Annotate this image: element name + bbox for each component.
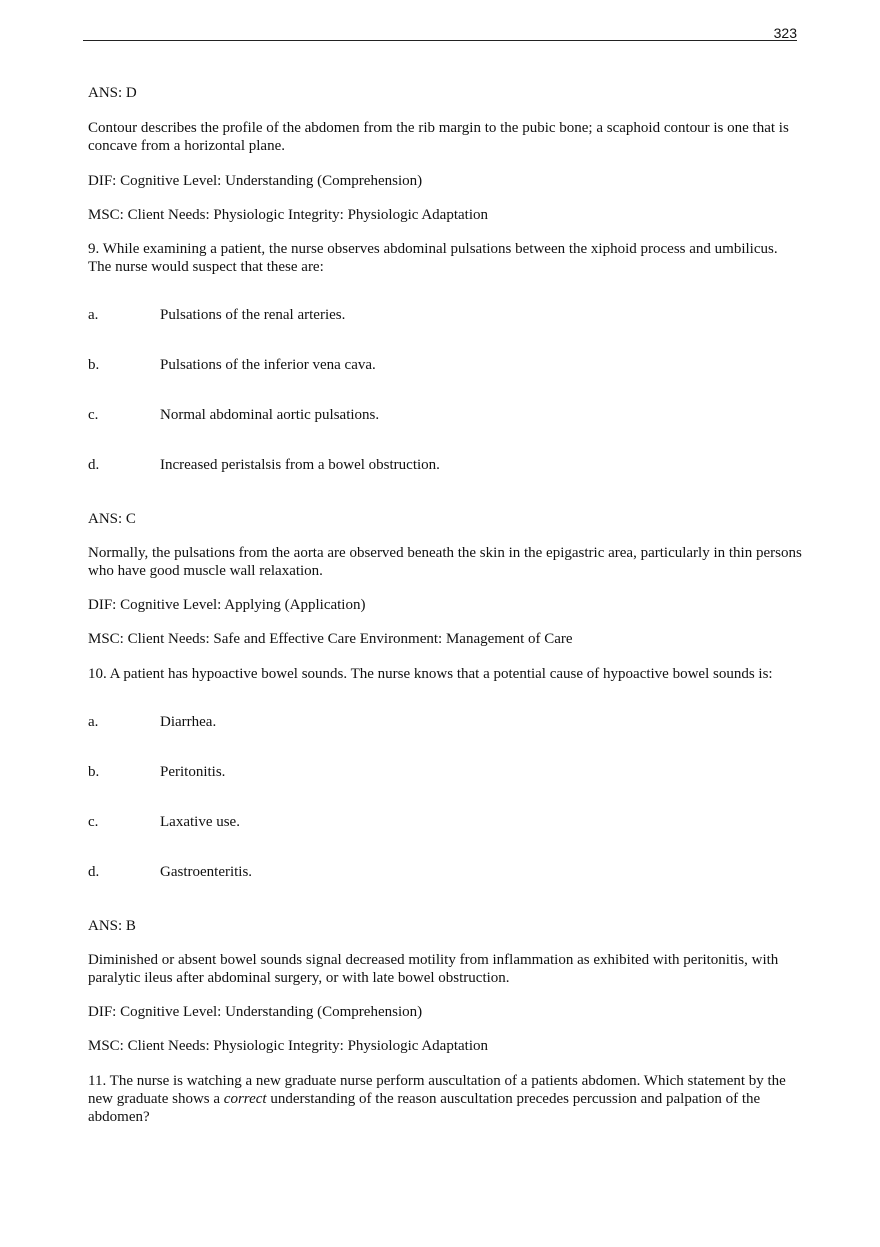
question-stem: [88, 1072, 804, 1126]
page-content: [88, 84, 804, 1126]
stem-emphasis: correct: [223, 1091, 267, 1107]
option-letter: d.: [88, 864, 100, 880]
option-d: [88, 863, 804, 881]
answer-line: ANS: D: [88, 85, 137, 101]
option-a: [88, 713, 804, 731]
rationale: Contour describes the profile of the abdomen from the rib margin to the pubic bone; a scaphoid contour is one that is concave from a horizontal plane.: [88, 120, 789, 154]
option-letter: a.: [88, 714, 99, 730]
page-number: 323: [773, 25, 797, 41]
rationale: Diminished or absent bowel sounds signal decreased motility from inflammation as exhibited with peritonitis, with paralytic ileus after abdominal surgery, or with late bowel obstruction.: [88, 952, 779, 986]
option-c: [88, 813, 804, 831]
difficulty-line: DIF: Cognitive Level: Understanding (Comprehension): [88, 173, 423, 189]
answer-line: ANS: B: [88, 918, 136, 934]
stem-text: 11. The nurse is watching a new graduate nurse perform auscultation of a patients abdomen. Which statement by the new graduate shows a: [88, 1073, 786, 1107]
option-text: Pulsations of the inferior vena cava.: [160, 357, 376, 373]
option-c: [88, 406, 804, 424]
option-letter: b.: [88, 764, 100, 780]
option-letter: a.: [88, 307, 99, 323]
option-letter: b.: [88, 357, 100, 373]
option-b: [88, 763, 804, 781]
option-b: [88, 356, 804, 374]
option-letter: c.: [88, 814, 99, 830]
client-needs-line: MSC: Client Needs: Safe and Effective Care Environment: Management of Care: [88, 631, 573, 647]
header-rule: [83, 40, 797, 41]
difficulty-line: DIF: Cognitive Level: Understanding (Comprehension): [88, 1004, 423, 1020]
difficulty-line: DIF: Cognitive Level: Applying (Application): [88, 597, 366, 613]
option-text: Gastroenteritis.: [160, 864, 253, 880]
question-stem: 10. A patient has hypoactive bowel sounds. The nurse knows that a potential cause of hypoactive bowel sounds is:: [88, 666, 773, 682]
option-text: Increased peristalsis from a bowel obstruction.: [160, 457, 440, 473]
client-needs-line: MSC: Client Needs: Physiologic Integrity: Physiologic Adaptation: [88, 1038, 488, 1054]
option-text: Diarrhea.: [160, 714, 217, 730]
answer-line: ANS: C: [88, 511, 136, 527]
option-letter: d.: [88, 457, 100, 473]
stem-text: understanding of the reason auscultation precedes percussion and palpation of the abdomen?: [88, 1091, 761, 1125]
option-text: Normal abdominal aortic pulsations.: [160, 407, 380, 423]
option-text: Peritonitis.: [160, 764, 226, 780]
option-letter: c.: [88, 407, 99, 423]
client-needs-line: MSC: Client Needs: Physiologic Integrity: Physiologic Adaptation: [88, 207, 488, 223]
option-a: [88, 306, 804, 324]
question-stem: 9. While examining a patient, the nurse observes abdominal pulsations between the xiphoid process and umbilicus. The nurse would suspect that these are:: [88, 241, 778, 275]
rationale: Normally, the pulsations from the aorta are observed beneath the skin in the epigastric area, particularly in thin persons who have good muscle wall relaxation.: [88, 545, 802, 579]
option-d: [88, 456, 804, 474]
option-text: Pulsations of the renal arteries.: [160, 307, 346, 323]
option-text: Laxative use.: [160, 814, 240, 830]
